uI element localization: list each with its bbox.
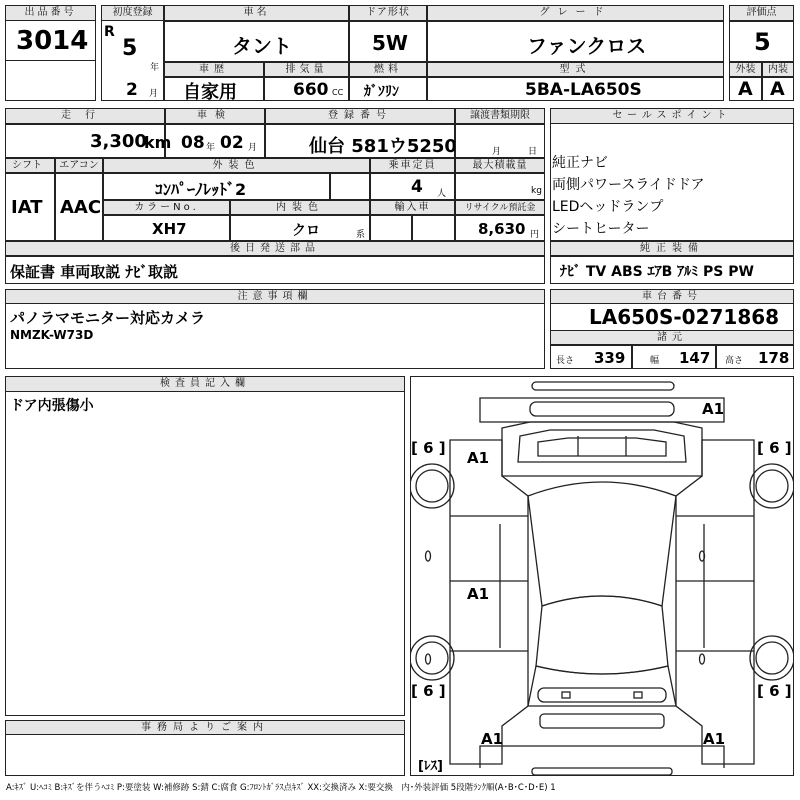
damage-legend: A:ｷｽﾞ U:ﾍｺﾐ B:ｷｽﾞを伴うﾍｺﾐ P:要塗装 W:補修跡 S:錆 C:腐食 G:ﾌﾛﾝﾄｶﾞﾗｽ点ｷｽﾞ XX:交換済み X:要交換 内･外装評価 5段階ﾗﾝｸ順(A･B･C･D･E) 1 <box>6 783 556 793</box>
displacement: 660 <box>293 80 329 100</box>
spare-tire-note: [ﾚｽ] <box>418 759 443 774</box>
damage-mark-a1-left-mid: A1 <box>467 585 490 603</box>
sales-points-label: セールスポイント <box>550 108 794 124</box>
displacement-unit: CC <box>332 88 344 97</box>
lot-number-label: 出品番号 <box>5 5 96 21</box>
lot-number: 3014 <box>16 26 89 56</box>
mileage: 3,300 <box>90 131 147 152</box>
capacity: 4 <box>411 177 423 197</box>
score-label: 評価点 <box>729 5 794 21</box>
interior-color-label: 内装色 <box>230 200 370 215</box>
import-label: 輸入車 <box>370 200 455 215</box>
interior-color: クロ <box>292 223 320 239</box>
height-label: 高さ <box>725 356 744 366</box>
load-unit: kg <box>531 186 542 196</box>
shift-label: シフト <box>5 158 55 173</box>
interior-label: 内装 <box>762 62 794 77</box>
transfer-day: 日 <box>528 147 538 157</box>
era: R <box>104 24 115 40</box>
fuel-label: 燃料 <box>349 62 427 77</box>
mileage-unit: km <box>144 133 172 152</box>
exterior-grade: A <box>738 78 753 100</box>
capacity-label: 乗車定員 <box>370 158 455 173</box>
mileage-label: 走行 <box>5 108 165 124</box>
chassis-label: 車台番号 <box>550 289 794 304</box>
tire-tread-front-left: [ 6 ] <box>411 439 446 457</box>
inspection-month-unit: 月 <box>248 143 258 153</box>
height-value: 178 <box>758 349 790 367</box>
car-name-label: 車名 <box>164 5 349 21</box>
color-no-label: カラーNo. <box>103 200 230 215</box>
damage-mark-a1-bottom-right: A1 <box>703 730 726 748</box>
month-unit: 月 <box>149 89 159 99</box>
equipment-list: ﾅﾋﾞ TV ABS ｴｱB ｱﾙﾐ PS PW <box>560 264 754 280</box>
damage-mark-a1-bottom-left: A1 <box>481 730 504 748</box>
plate-number: 仙台 581ウ5250 <box>309 136 457 157</box>
color-label: 外装色 <box>103 158 370 173</box>
accessories-label: 後日発送部品 <box>5 241 545 256</box>
door-label: ドア形状 <box>349 5 427 21</box>
score: 5 <box>754 28 771 56</box>
chassis-number: LA650S-0271868 <box>589 305 780 329</box>
lot-divider <box>5 60 96 61</box>
capacity-unit: 人 <box>437 189 447 199</box>
length-value: 339 <box>594 349 626 367</box>
sales-point-3: LEDヘッドランプ <box>552 199 664 215</box>
import-cell-a <box>370 215 412 241</box>
recycle-label: リサイクル預託金 <box>455 200 545 215</box>
dims-label: 諸元 <box>550 330 794 345</box>
fuel: ｶﾞｿﾘﾝ <box>364 84 399 100</box>
grade-label: グレード <box>427 5 724 21</box>
width-label: 幅 <box>650 356 660 366</box>
inspection-year-unit: 年 <box>206 143 216 153</box>
inspector-label: 検査員記入欄 <box>5 376 405 392</box>
damage-mark-a1-top-right: A1 <box>702 400 725 418</box>
tire-tread-front-right: [ 6 ] <box>757 439 792 457</box>
interior-grade: A <box>770 78 785 100</box>
equipment-label: 純正装備 <box>550 241 794 256</box>
sales-point-1: 純正ナビ <box>552 155 608 171</box>
load-label: 最大積載量 <box>455 158 545 173</box>
inspector-note: ドア内張傷小 <box>10 398 94 414</box>
recycle-unit: 円 <box>530 230 540 240</box>
model-code: 5BA-LA650S <box>525 80 642 100</box>
tire-tread-rear-right: [ 6 ] <box>757 682 792 700</box>
tire-tread-rear-left: [ 6 ] <box>411 682 446 700</box>
width-value: 147 <box>679 349 711 367</box>
first-registration-month: 2 <box>126 80 138 100</box>
color-extra-cell <box>330 173 370 200</box>
inspector-block <box>5 376 405 716</box>
model-label: 型式 <box>427 62 724 77</box>
inspection-label: 車検 <box>165 108 265 124</box>
import-cell-b <box>412 215 455 241</box>
damage-mark-a1-left-upper: A1 <box>467 449 490 467</box>
exterior-color: ｺﾝﾊﾟｰﾉﾚｯﾄﾞ2 <box>155 180 247 199</box>
first-registration-year: 5 <box>122 36 138 61</box>
inspection-year: 08 <box>181 133 205 153</box>
year-unit: 年 <box>150 63 160 73</box>
sales-point-4: シートヒーター <box>552 221 650 237</box>
transfer-month: 月 <box>492 147 502 157</box>
recycle-fee: 8,630 <box>478 220 526 238</box>
interior-color-suffix: 系 <box>356 230 366 240</box>
displacement-label: 排気量 <box>264 62 349 77</box>
transfer-label: 譲渡書類期限 <box>455 108 545 124</box>
color-number: XH7 <box>152 220 187 238</box>
sales-point-2: 両側パワースライドドア <box>552 177 705 193</box>
notes-line-2: NMZK-W73D <box>10 328 94 342</box>
plate-label: 登録番号 <box>265 108 455 124</box>
history: 自家用 <box>183 82 237 103</box>
notes-line-1: パノラマモニター対応カメラ <box>10 309 206 327</box>
accessories: 保証書 車両取説 ﾅﾋﾞ取説 <box>10 263 178 281</box>
car-diagram <box>410 376 794 776</box>
door-type: 5W <box>372 31 408 55</box>
ac-label: エアコン <box>55 158 103 173</box>
exterior-label: 外装 <box>729 62 762 77</box>
office-label: 事務局よりご案内 <box>5 720 405 735</box>
notes-label: 注意事項欄 <box>5 289 545 304</box>
car-name: タント <box>232 34 292 58</box>
shift: IAT <box>11 197 43 218</box>
length-label: 長さ <box>556 356 575 366</box>
air-conditioner: AAC <box>60 197 102 218</box>
inspection-month: 02 <box>220 133 244 153</box>
first-registration-label: 初度登録 <box>101 5 164 21</box>
history-label: 車歴 <box>164 62 264 77</box>
grade: ファンクロス <box>527 34 647 58</box>
